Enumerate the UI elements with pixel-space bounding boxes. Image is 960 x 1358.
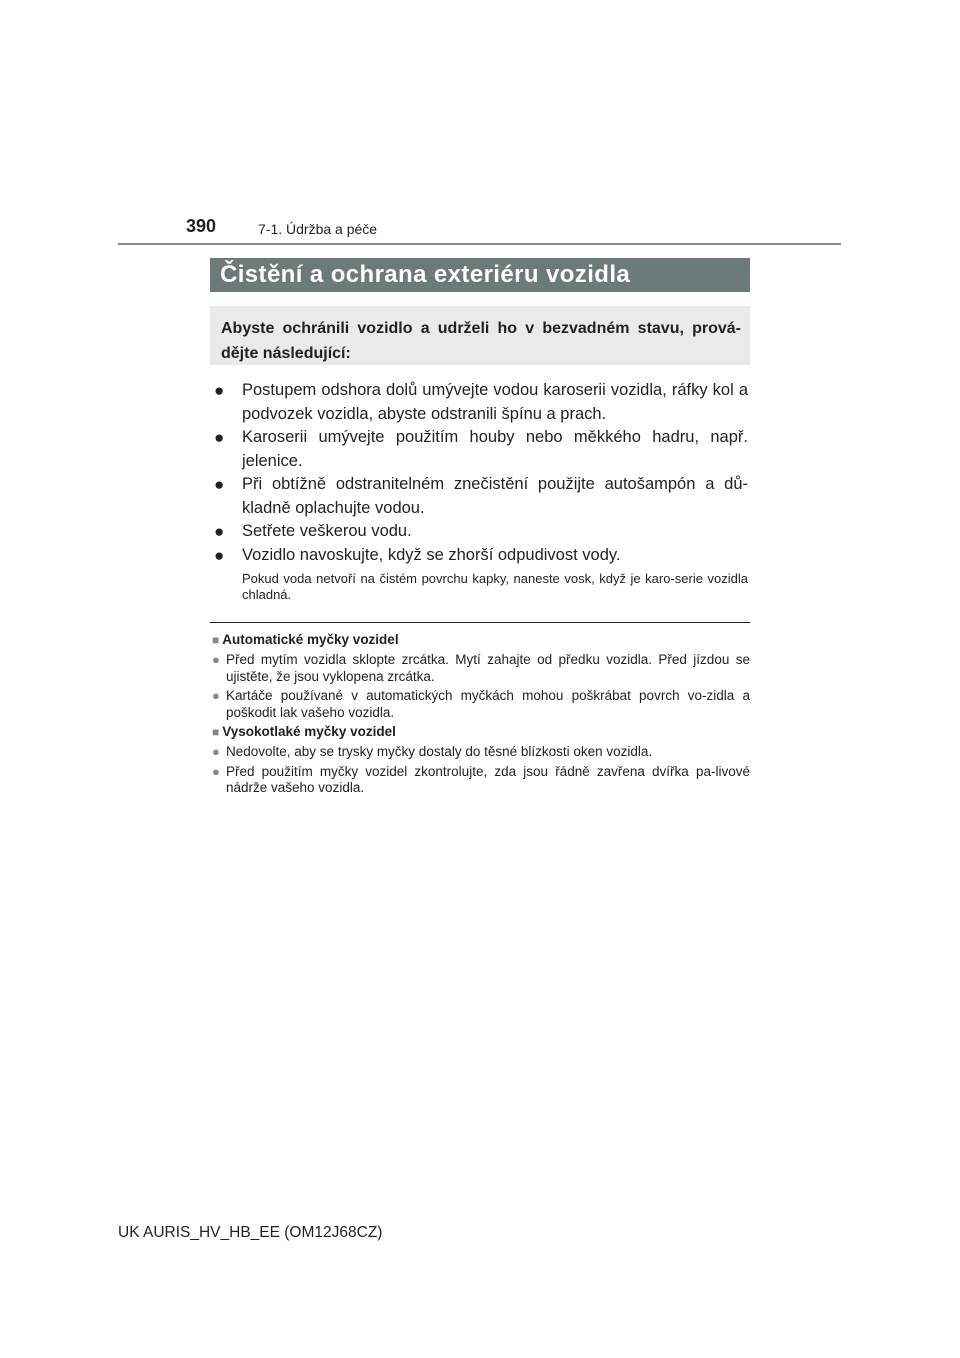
list-item: ● Setřete veškerou vodu. xyxy=(214,520,748,544)
list-item: ● Nedovolte, aby se trysky myčky dostaly do těsné blízkosti oken vozidla. xyxy=(212,744,653,759)
square-bullet-icon: ■ xyxy=(212,633,220,647)
bullet-dot-icon: ● xyxy=(212,763,220,779)
bullet-dot-icon: ● xyxy=(214,522,225,541)
title-bar xyxy=(210,258,750,292)
intro-text: Abyste ochránili vozidlo a udrželi ho v bezvadném stavu, prová-dějte následující: xyxy=(221,320,741,362)
bullet-dot-icon: ● xyxy=(212,652,220,667)
square-bullet-icon: ■ xyxy=(212,725,220,739)
bullet-dot-icon: ● xyxy=(214,381,225,400)
bullet-dot-icon: ● xyxy=(214,545,225,565)
bullet-dot-icon: ● xyxy=(212,744,220,759)
list-item: ● Před mytím vozidla sklopte zrcátka. Mytí zahajte od předku vozidla. Před jízdou se ujistěte, že jsou vyklopena zrcátka. xyxy=(212,652,750,684)
subsection-heading: ■ Vysokotlaké myčky vozidel xyxy=(212,724,396,739)
info-sections xyxy=(212,629,750,799)
list-item: ● Vozidlo navoskujte, když se zhorší odpudivost vody. xyxy=(214,544,748,568)
intro-box xyxy=(210,306,750,365)
list-item: ● Postupem odshora dolů umývejte vodou karoserii vozidla, ráfky kol a podvozek vozidla, abyste odstranili špínu a prach. xyxy=(214,381,748,423)
list-item: ● Před použitím myčky vozidel zkontrolujte, zda jsou řádně zavřena dvířka pa-livové nádrže vašeho vozidla. xyxy=(212,763,750,795)
wax-note: Pokud voda netvoří na čistém povrchu kapky, naneste vosk, když je karo-serie vozidla chladná. xyxy=(242,571,748,602)
list-item: ● Kartáče používané v automatických myčkách mohou poškrábat povrch vo-zidla a poškodit lak vašeho vozidla. xyxy=(212,688,750,720)
page-title: Čistění a ochrana exteriéru vozidla xyxy=(220,261,631,288)
bullet-dot-icon: ● xyxy=(212,688,220,703)
bullet-dot-icon: ● xyxy=(214,428,225,447)
section-label: 7-1. Údržba a péče xyxy=(258,221,378,237)
header-divider xyxy=(118,243,841,245)
footer-code: UK AURIS_HV_HB_EE (OM12J68CZ) xyxy=(118,1224,383,1241)
list-item: ● Při obtížně odstranitelném znečistění použijte autošampón a dů-kladně oplachujte vodou. xyxy=(214,475,748,517)
bullet-dot-icon: ● xyxy=(214,475,225,494)
section-divider xyxy=(210,622,750,623)
list-item: ● Karoserii umývejte použitím houby nebo měkkého hadru, např. jelenice. xyxy=(214,428,748,470)
page-number: 390 xyxy=(186,216,217,236)
subsection-heading: ■ Automatické myčky vozidel xyxy=(212,632,399,647)
bullet-list xyxy=(214,379,748,567)
